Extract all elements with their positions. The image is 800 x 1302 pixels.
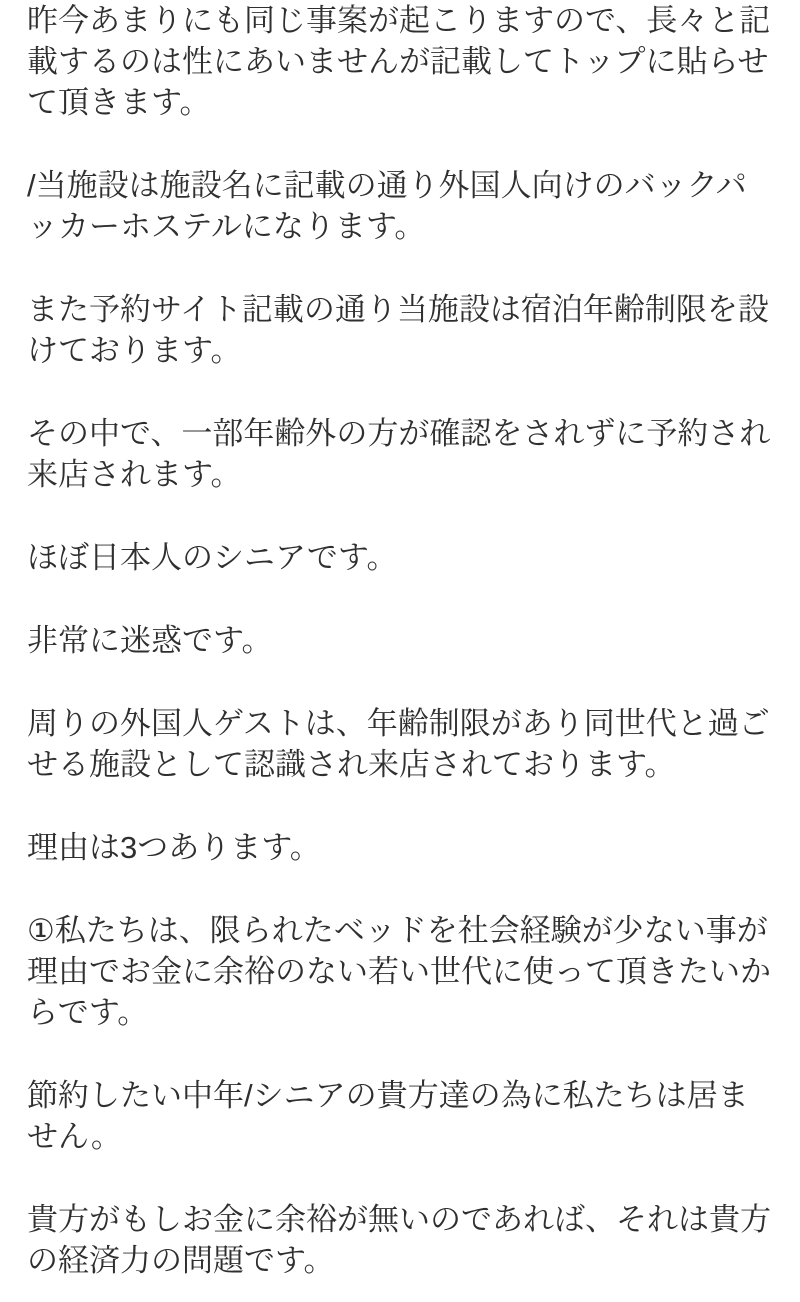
notice-paragraph-who: ほぼ日本人のシニアです。 — [27, 540, 398, 575]
notice-paragraph-other-guests: 周りの外国人ゲストは、年齢制限があり同世代と過ごせる施設として認識され来店されております。 — [27, 706, 770, 782]
notice-paragraph-facility-type: /当施設は施設名に記載の通り外国人向けのバックパッカーホステルになります。 — [27, 168, 747, 244]
notice-paragraph-age-limit: また予約サイト記載の通り当施設は宿泊年齢制限を設けております。 — [27, 292, 769, 368]
notice-paragraph-reasons-heading: 理由は3つあります。 — [27, 830, 321, 865]
notice-paragraph-economic: 貴方がもしお金に余裕が無いのであれば、それは貴方の経済力の問題です。 — [27, 1202, 771, 1278]
notice-paragraph-intro: 昨今あまりにも同じ事案が起こりますので、長々と記載するのは性にあいませんが記載してトップに貼らせて頂きます。 — [27, 3, 771, 120]
notice-paragraph-problem: その中で、一部年齢外の方が確認をされずに予約され来店されます。 — [27, 416, 771, 492]
notice-paragraph-not-for-seniors: 節約したい中年/シニアの貴方達の為に私たちは居ません。 — [27, 1078, 749, 1154]
notice-paragraph-reason-1: ①私たちは、限られたベッドを社会経験が少ない事が理由でお金に余裕のない若い世代に使って頂きたいからです。 — [27, 913, 771, 1030]
notice-paragraph-nuisance: 非常に迷惑です。 — [27, 623, 273, 658]
